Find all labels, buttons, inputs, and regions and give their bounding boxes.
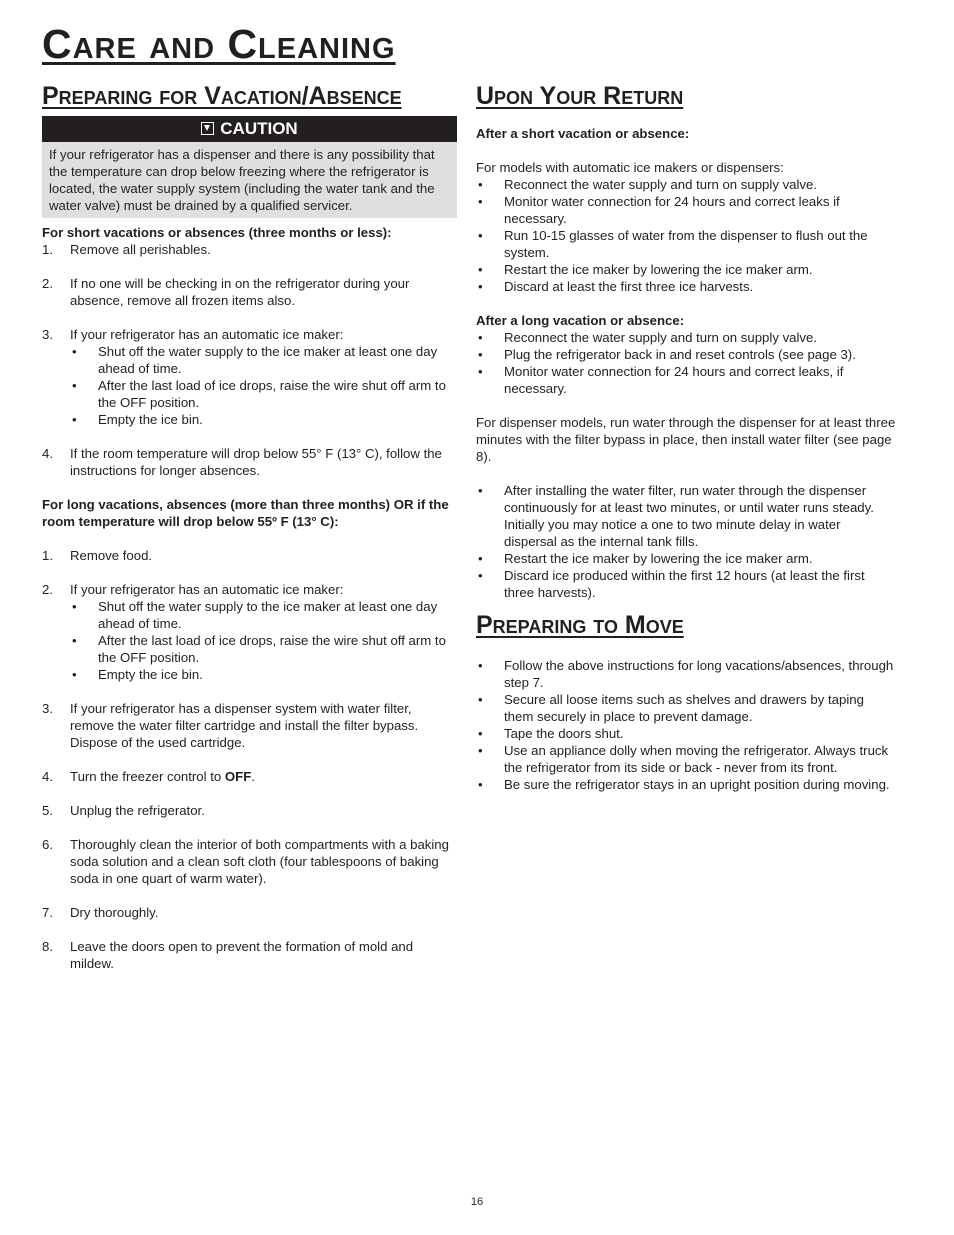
bullet-item: • Shut off the water supply to the ice maker at least one day ahead of time. (72, 599, 438, 631)
bullet-text: Reconnect the water supply and turn on supply valve. (504, 177, 818, 192)
bullet-item: • Monitor water connection for 24 hours and correct leaks if necessary. (478, 194, 840, 226)
list-item (42, 581, 457, 598)
item-text: Turn the freezer control to (70, 769, 225, 784)
bullet-text: After the last load of ice drops, raise the wire shut off arm to the OFF position. (98, 633, 446, 665)
bullet-text: Restart the ice maker by lowering the ice maker arm. (504, 262, 813, 277)
bullet-text: Discard at least the first three ice harvests. (504, 279, 754, 294)
bullet-text: Restart the ice maker by lowering the ice maker arm. (504, 551, 813, 566)
list-item (42, 802, 457, 819)
short-return-intro: For models with automatic ice makers or dispensers: (476, 160, 784, 175)
item-text: Leave the doors open to prevent the formation of mold and mildew. (70, 939, 414, 971)
caution-text: If your refrigerator has a dispenser and there is any possibility that the temperature can drop below freezing where the refrigerator is located, the water supply system (including the water tank and the water valve) must be drained by a qualified servicer. (42, 142, 457, 218)
bullet-item: • Use an appliance dolly when moving the refrigerator. Always truck the refrigerator from its side or back - never from its front. (478, 743, 889, 775)
item-text: If your refrigerator has a dispenser system with water filter, remove the water filter cartridge and install the filter bypass. Dispose of the used cartridge. (70, 701, 419, 750)
list-item (42, 445, 457, 479)
item-suffix: . (251, 769, 255, 784)
bullet-item: • Restart the ice maker by lowering the ice maker arm. (478, 262, 813, 277)
long-absence-heading: For long vacations, absences (more than three months) OR if the room temperature will drop below 55º F (13° C): (42, 497, 449, 529)
section-title-vacation: Preparing for Vacation/Absence (42, 82, 402, 110)
item-number: 8. (42, 939, 53, 954)
item-text: Remove all perishables. (70, 242, 211, 257)
item-number: 4. (42, 446, 53, 461)
bullet-item: • Reconnect the water supply and turn on supply valve. (478, 177, 818, 192)
short-absence-heading: For short vacations or absences (three months or less): (42, 225, 392, 240)
short-return-heading: After a short vacation or absence: (476, 126, 690, 141)
right-column (476, 78, 896, 793)
bullet-text: Empty the ice bin. (98, 667, 203, 682)
bullet-text: Monitor water connection for 24 hours and correct leaks if necessary. (504, 194, 840, 226)
list-item (42, 938, 457, 972)
bullet-text: After installing the water filter, run water through the dispenser continuously for at least two minutes, or until water runs steady. Initially you may notice a one to two minute delay in water dispersal as the internal tank fills. (504, 483, 874, 549)
caution-box (42, 116, 457, 218)
list-item (42, 326, 457, 343)
bullet-text: Shut off the water supply to the ice maker at least one day ahead of time. (98, 599, 438, 631)
item-number: 2. (42, 276, 53, 291)
item-number: 6. (42, 837, 53, 852)
item-text: If your refrigerator has an automatic ice maker: (70, 327, 344, 342)
item-number: 2. (42, 582, 53, 597)
bullet-item: • Restart the ice maker by lowering the ice maker arm. (478, 551, 813, 566)
bullet-item: • Plug the refrigerator back in and reset controls (see page 3). (478, 347, 856, 362)
bullet-text: Secure all loose items such as shelves and drawers by taping them securely in place to prevent damage. (504, 692, 864, 724)
list-item (42, 768, 457, 785)
bullet-text: After the last load of ice drops, raise the wire shut off arm to the OFF position. (98, 378, 446, 410)
item-number: 3. (42, 327, 53, 342)
item-text: If your refrigerator has an automatic ice maker: (70, 582, 344, 597)
list-item (42, 700, 457, 751)
dispenser-paragraph: For dispenser models, run water through the dispenser for at least three minutes with the filter bypass in place, then install water filter (see page 8). (476, 415, 896, 464)
item-text: Remove food. (70, 548, 153, 563)
bullet-item: • Run 10-15 glasses of water from the dispenser to flush out the system. (478, 228, 868, 260)
bullet-text: Follow the above instructions for long vacations/absences, through step 7. (504, 658, 894, 690)
bullet-text: Monitor water connection for 24 hours and correct leaks, if necessary. (504, 364, 844, 396)
list-item (42, 547, 457, 564)
caution-icon (201, 122, 214, 135)
bullet-item: • Secure all loose items such as shelves and drawers by taping them securely in place to prevent damage. (478, 692, 864, 724)
bullet-text: Be sure the refrigerator stays in an upright position during moving. (504, 777, 890, 792)
left-column (42, 78, 457, 972)
bullet-item: • Reconnect the water supply and turn on supply valve. (478, 330, 818, 345)
bullet-text: Tape the doors shut. (504, 726, 624, 741)
bullet-text: Use an appliance dolly when moving the refrigerator. Always truck the refrigerator from its side or back - never from its front. (504, 743, 889, 775)
item-text: If no one will be checking in on the refrigerator during your absence, remove all frozen items also. (70, 276, 410, 308)
bullet-text: Run 10-15 glasses of water from the dispenser to flush out the system. (504, 228, 868, 260)
bullet-item: • Shut off the water supply to the ice maker at least one day ahead of time. (72, 344, 438, 376)
list-item (42, 904, 457, 921)
item-number: 7. (42, 905, 53, 920)
caution-label: CAUTION (220, 119, 298, 138)
bullet-text: Shut off the water supply to the ice maker at least one day ahead of time. (98, 344, 438, 376)
item-text: If the room temperature will drop below 55° F (13° C), follow the instructions for longer absences. (70, 446, 442, 478)
bullet-item: • Empty the ice bin. (72, 412, 203, 427)
page-number: 16 (470, 1196, 484, 1208)
item-number: 1. (42, 242, 53, 257)
bullet-item: • Discard ice produced within the first 12 hours (at least the first three harvests). (478, 568, 865, 600)
item-text: Unplug the refrigerator. (70, 803, 205, 818)
bullet-text: Plug the refrigerator back in and reset controls (see page 3). (504, 347, 856, 362)
bullet-item: • Empty the ice bin. (72, 667, 203, 682)
item-number: 3. (42, 701, 53, 716)
bullet-text: Discard ice produced within the first 12 hours (at least the first three harvests). (504, 568, 865, 600)
item-bold-text: OFF (224, 769, 252, 784)
list-item (42, 241, 457, 258)
bullet-item: • After the last load of ice drops, raise the wire shut off arm to the OFF position. (72, 633, 446, 665)
bullet-text: Empty the ice bin. (98, 412, 203, 427)
page-title: Care and Cleaning (42, 21, 396, 67)
bullet-text: Reconnect the water supply and turn on supply valve. (504, 330, 818, 345)
bullet-item: • Tape the doors shut. (478, 726, 624, 741)
bullet-item: • Discard at least the first three ice harvests. (478, 279, 754, 294)
long-return-heading: After a long vacation or absence: (476, 313, 685, 328)
bullet-item: • Follow the above instructions for long vacations/absences, through step 7. (478, 658, 894, 690)
list-item (42, 836, 457, 887)
list-item (42, 275, 457, 309)
caution-header (42, 116, 457, 142)
bullet-item: • After installing the water filter, run water through the dispenser continuously for at least two minutes, or until water runs steady. Initially you may notice a one to two minute delay in water dispersal as the internal tank fills. (478, 483, 874, 549)
item-number: 4. (42, 769, 53, 784)
section-title-move: Preparing to Move (476, 611, 684, 639)
bullet-item: • Monitor water connection for 24 hours and correct leaks, if necessary. (478, 364, 844, 396)
item-text: Dry thoroughly. (70, 905, 159, 920)
bullet-item: • After the last load of ice drops, raise the wire shut off arm to the OFF position. (72, 378, 446, 410)
section-title-return: Upon Your Return (476, 82, 684, 110)
item-text: Thoroughly clean the interior of both compartments with a baking soda solution and a clean soft cloth (four tablespoons of baking soda in one quart of warm water). (70, 837, 449, 886)
item-number: 5. (42, 803, 53, 818)
item-number: 1. (42, 548, 53, 563)
bullet-item: • Be sure the refrigerator stays in an upright position during moving. (478, 777, 890, 792)
